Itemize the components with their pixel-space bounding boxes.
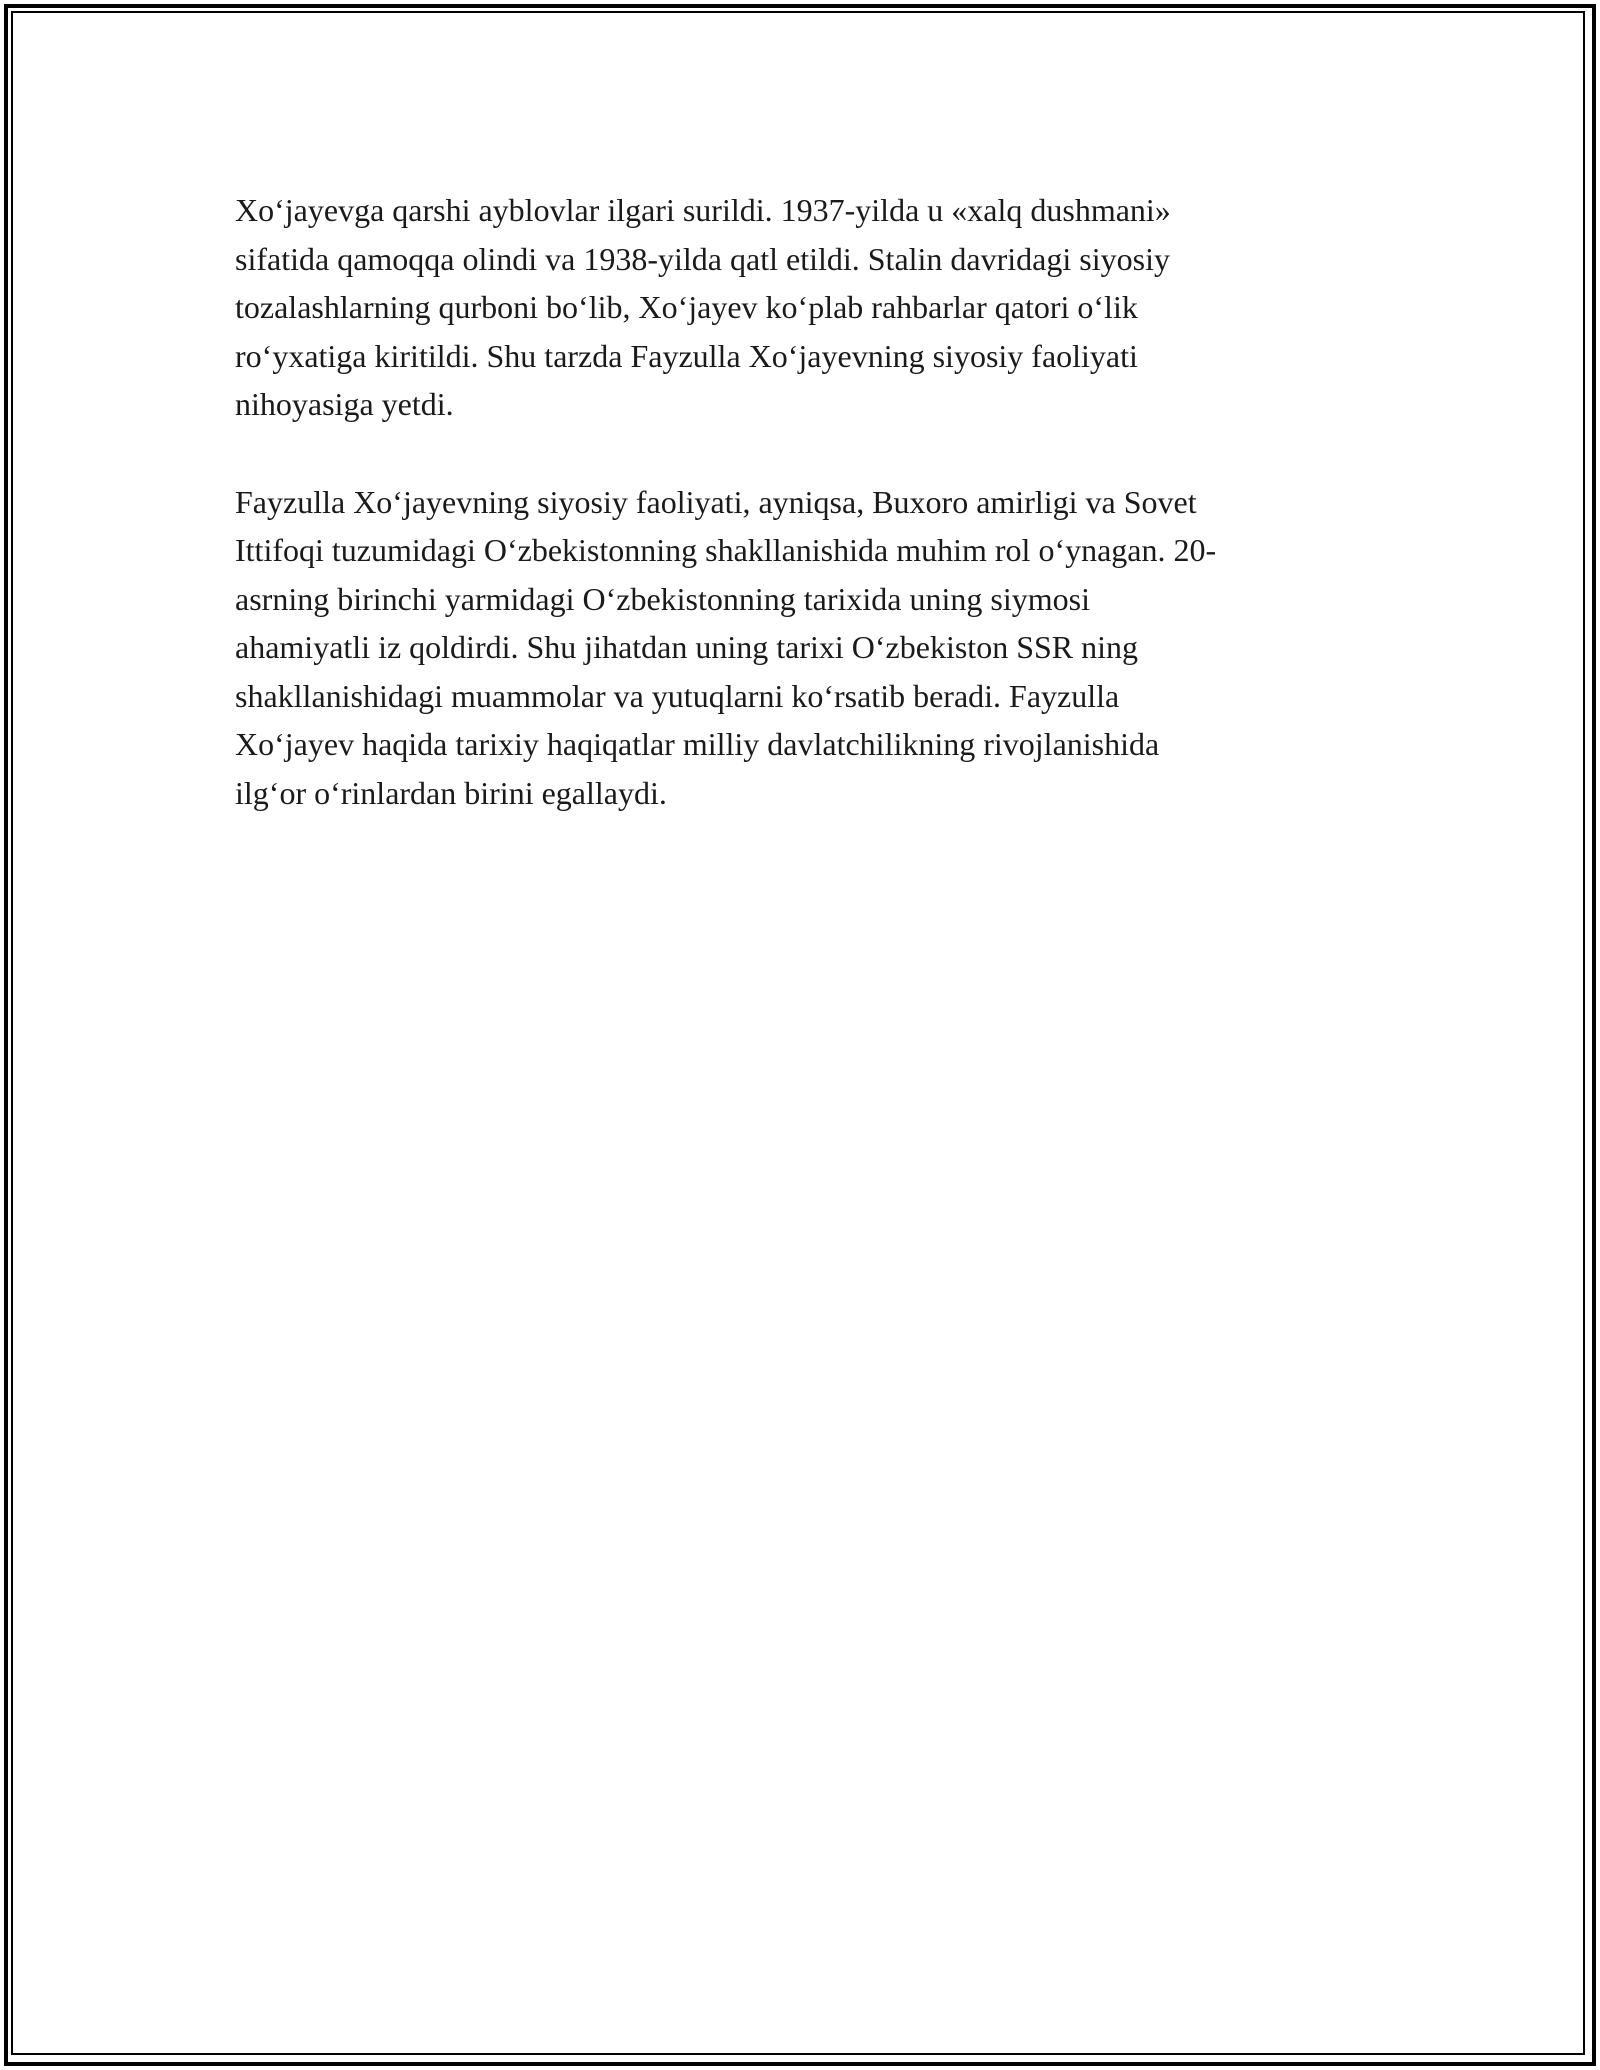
paragraph-line: Ittifoqi tuzumidagi O‘zbekistonning shakllanishida muhim rol o‘ynagan. 20- xyxy=(235,532,1217,568)
paragraph-line: Fayzulla Xo‘jayevning siyosiy faoliyati, ayniqsa, Buxoro amirligi va Sovet xyxy=(235,483,1197,520)
paragraph-line: sifatida qamoqqa olindi va 1938-yilda qatl etildi. Stalin davridagi siyosiy xyxy=(235,240,1170,277)
document-body xyxy=(235,186,1365,866)
paragraph-line: nihoyasiga yetdi. xyxy=(235,386,454,422)
paragraph-line: Xo‘jayev haqida tarixiy haqiqatlar milliy davlatchilikning rivojlanishida xyxy=(235,726,1160,762)
paragraph-line: shakllanishidagi muammolar va yutuqlarni ko‘rsatib beradi. Fayzulla xyxy=(235,677,1120,714)
paragraph-line: ro‘yxatiga kiritildi. Shu tarzda Fayzulla Xo‘jayevning siyosiy faoliyati xyxy=(235,337,1138,374)
paragraph-2 xyxy=(235,478,1365,818)
paragraph-1 xyxy=(235,186,1365,429)
paragraph-line: asrning birinchi yarmidagi O‘zbekistonning tarixida uning siymosi xyxy=(235,580,1090,617)
paragraph-line: ahamiyatli iz qoldirdi. Shu jihatdan uning tarixi O‘zbekiston SSR ning xyxy=(235,629,1139,665)
paragraph-line: Xo‘jayevga qarshi ayblovlar ilgari surildi. 1937-yilda u «xalq dushmani» xyxy=(235,192,1171,228)
paragraph-line: ilg‘or o‘rinlardan birini egallaydi. xyxy=(235,774,667,811)
paragraph-line: tozalashlarning qurboni bo‘lib, Xo‘jayev ko‘plab rahbarlar qatori o‘lik xyxy=(235,289,1138,325)
